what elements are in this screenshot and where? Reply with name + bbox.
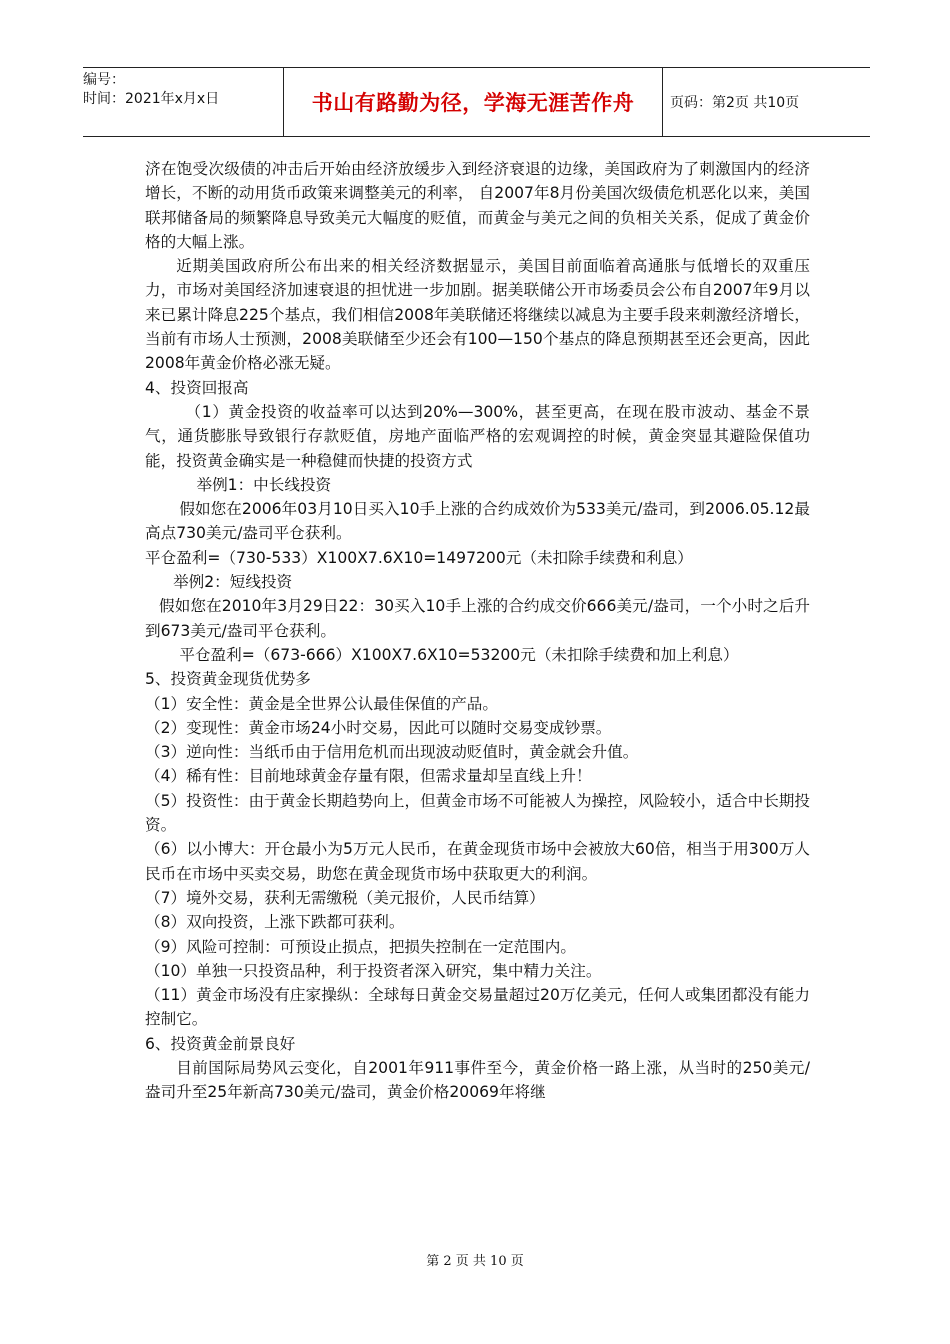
list-item: （11）黄金市场没有庄家操纵：全球每日黄金交易量超过20万亿美元，任何人或集团都没有能力控制它。: [145, 986, 810, 1029]
motto-text: 书山有路勤为径，学海无涯苦作舟: [311, 91, 635, 115]
header-left-cell: [83, 68, 283, 139]
paragraph: 济在饱受次级债的冲击后开始由经济放缓步入到经济衰退的边缘，美国政府为了刺激国内的经济增长，不断的动用货币政策来调整美元的利率， 自2007年8月份美国次级债危机恶化以来，美国联邦储备局的频繁降息导致美元大幅度的贬值，而黄金与美元之间的负相关关系，促成了黄金价格的大幅上涨。: [145, 160, 810, 251]
header-right-cell: [661, 68, 870, 136]
formula-line: 平仓盈利=（730-533）X100X7.6X10=1497200元（未扣除手续费和利息）: [145, 548, 693, 567]
section-heading: 5、投资黄金现货优势多: [145, 670, 311, 689]
page-info: 页码：第2页 共10页: [670, 95, 800, 111]
paragraph: 目前国际局势风云变化，自2001年911事件至今，黄金价格一路上涨，从当时的250美元/盎司升至25年新高730美元/盎司，黄金价格20069年将继: [145, 1058, 810, 1102]
section-heading: 6、投资黄金前景良好: [145, 1034, 296, 1053]
section-heading: 4、投资回报高: [145, 378, 249, 397]
list-item: （7）境外交易，获利无需缴税（美元报价，人民币结算）: [145, 888, 545, 907]
list-item: （9）风险可控制：可预设止损点，把损失控制在一定范围内。: [145, 937, 576, 956]
list-item: （8）双向投资，上涨下跌都可获利。: [145, 913, 405, 932]
example-heading: 举例1：中长线投资: [196, 475, 332, 494]
paragraph: 假如您在2006年03月10日买入10手上涨的合约成效价为533美元/盎司，到2006.05.12最高点730美元/盎司平仓获利。: [145, 500, 810, 543]
paragraph: 近期美国政府所公布出来的相关经济数据显示，美国目前面临着高通胀与低增长的双重压力，市场对美国经济加速衰退的担忧进一步加剧。据美联储公开市场委员会公布自2007年9月以来已累计降息225个基点，我们相信2008年美联储还将继续以减息为主要手段来刺激经济增长，当前有市场人士预测，2008美联储至少还会有100—150个基点的降息预期甚至还会更高，因此2008年黄金价格必涨无疑。: [145, 257, 810, 373]
paragraph: （1）黄金投资的收益率可以达到20%—300%，甚至更高，在现在股市波动、基金不景气，通货膨胀导致银行存款贬值，房地产面临严格的宏观调控的时候，黄金突显其避险保值功能，投资黄金确实是一种稳健而快捷的投资方式: [145, 402, 810, 470]
paragraph: 假如您在2010年3月29日22：30买入10手上涨的合约成交价666美元/盎司，一个小时之后升到673美元/盎司平仓获利。: [145, 597, 810, 640]
page-header: [83, 67, 870, 137]
document-body: [145, 157, 810, 1105]
example-heading: 举例2：短线投资: [173, 573, 293, 592]
page-footer: 第 2 页 共 10 页: [426, 1254, 524, 1269]
header-motto-cell: [283, 68, 663, 136]
formula-line: 平仓盈利=（673-666）X100X7.6X10=53200元（未扣除手续费和加上利息）: [179, 645, 739, 664]
list-item: （1）安全性：黄金是全世界公认最佳保值的产品。: [145, 694, 498, 713]
list-item: （5）投资性：由于黄金长期趋势向上，但黄金市场不可能被人为操控，风险较小，适合中长期投资。: [145, 791, 810, 835]
list-item: （10）单独一只投资品种，利于投资者深入研究，集中精力关注。: [145, 961, 602, 980]
time-label: 时间：2021年x月x日: [83, 91, 220, 107]
list-item: （3）逆向性：当纸币由于信用危机而出现波动贬值时，黄金就会升值。: [145, 743, 639, 762]
list-item: （6）以小博大：开仓最小为5万元人民币，在黄金现货市场中会被放大60倍，相当于用300万人民币在市场中买卖交易，助您在黄金现货市场中获取更大的利润。: [145, 840, 810, 883]
list-item: （4）稀有性：目前地球黄金存量有限，但需求量却呈直线上升！: [145, 767, 592, 786]
list-item: （2）变现性：黄金市场24小时交易，因此可以随时交易变成钞票。: [145, 718, 612, 737]
number-label: 编号：: [83, 72, 125, 88]
